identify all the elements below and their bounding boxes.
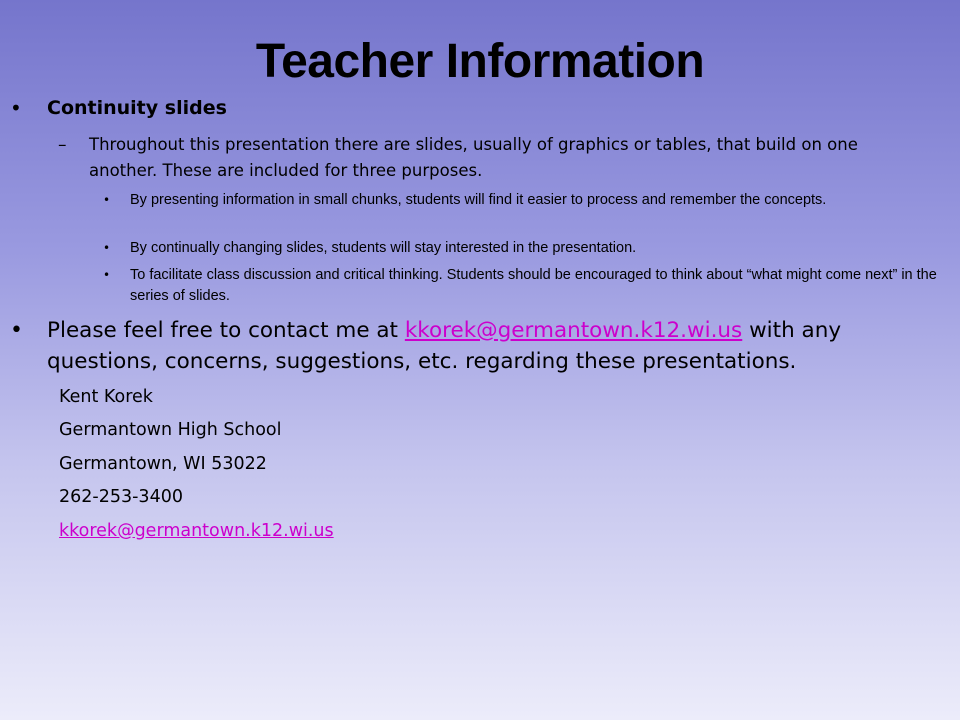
- bullet-icon: •: [10, 318, 23, 343]
- contact-email-link[interactable]: kkorek@germantown.k12.wi.us: [59, 521, 334, 541]
- bullet-icon: •: [103, 241, 111, 255]
- dash-icon: –: [58, 135, 67, 155]
- purpose-text: To facilitate class discussion and critical thinking. Students should be encouraged to think about “what might come next” in the series of slides.: [130, 267, 937, 304]
- bullet-icon: •: [103, 268, 111, 282]
- contact-school: Germantown High School: [59, 420, 282, 440]
- contact-name: Kent Korek: [59, 387, 153, 407]
- bullet-icon: •: [103, 193, 111, 207]
- contact-paragraph: [47, 315, 937, 377]
- email-link[interactable]: kkorek@germantown.k12.wi.us: [404, 318, 743, 343]
- contact-text-before: Please feel free to contact me at: [47, 318, 405, 343]
- bullet-icon: •: [10, 96, 22, 120]
- slide-title: Teacher Information: [255, 35, 705, 88]
- sub-bullet-text: Throughout this presentation there are slides, usually of graphics or tables, that build on one another. These are included for three purposes.: [89, 135, 858, 180]
- bullet-heading: Continuity slides: [47, 97, 227, 119]
- purpose-text: By continually changing slides, students will stay interested in the presentation.: [130, 240, 637, 256]
- purpose-text: By presenting information in small chunks, students will find it easier to process and remember the concepts.: [130, 192, 827, 208]
- contact-text-after: with any questions, concerns, suggestions, etc. regarding these presentations.: [47, 318, 842, 374]
- contact-phone: 262-253-3400: [59, 487, 183, 507]
- contact-city: Germantown, WI 53022: [59, 454, 267, 474]
